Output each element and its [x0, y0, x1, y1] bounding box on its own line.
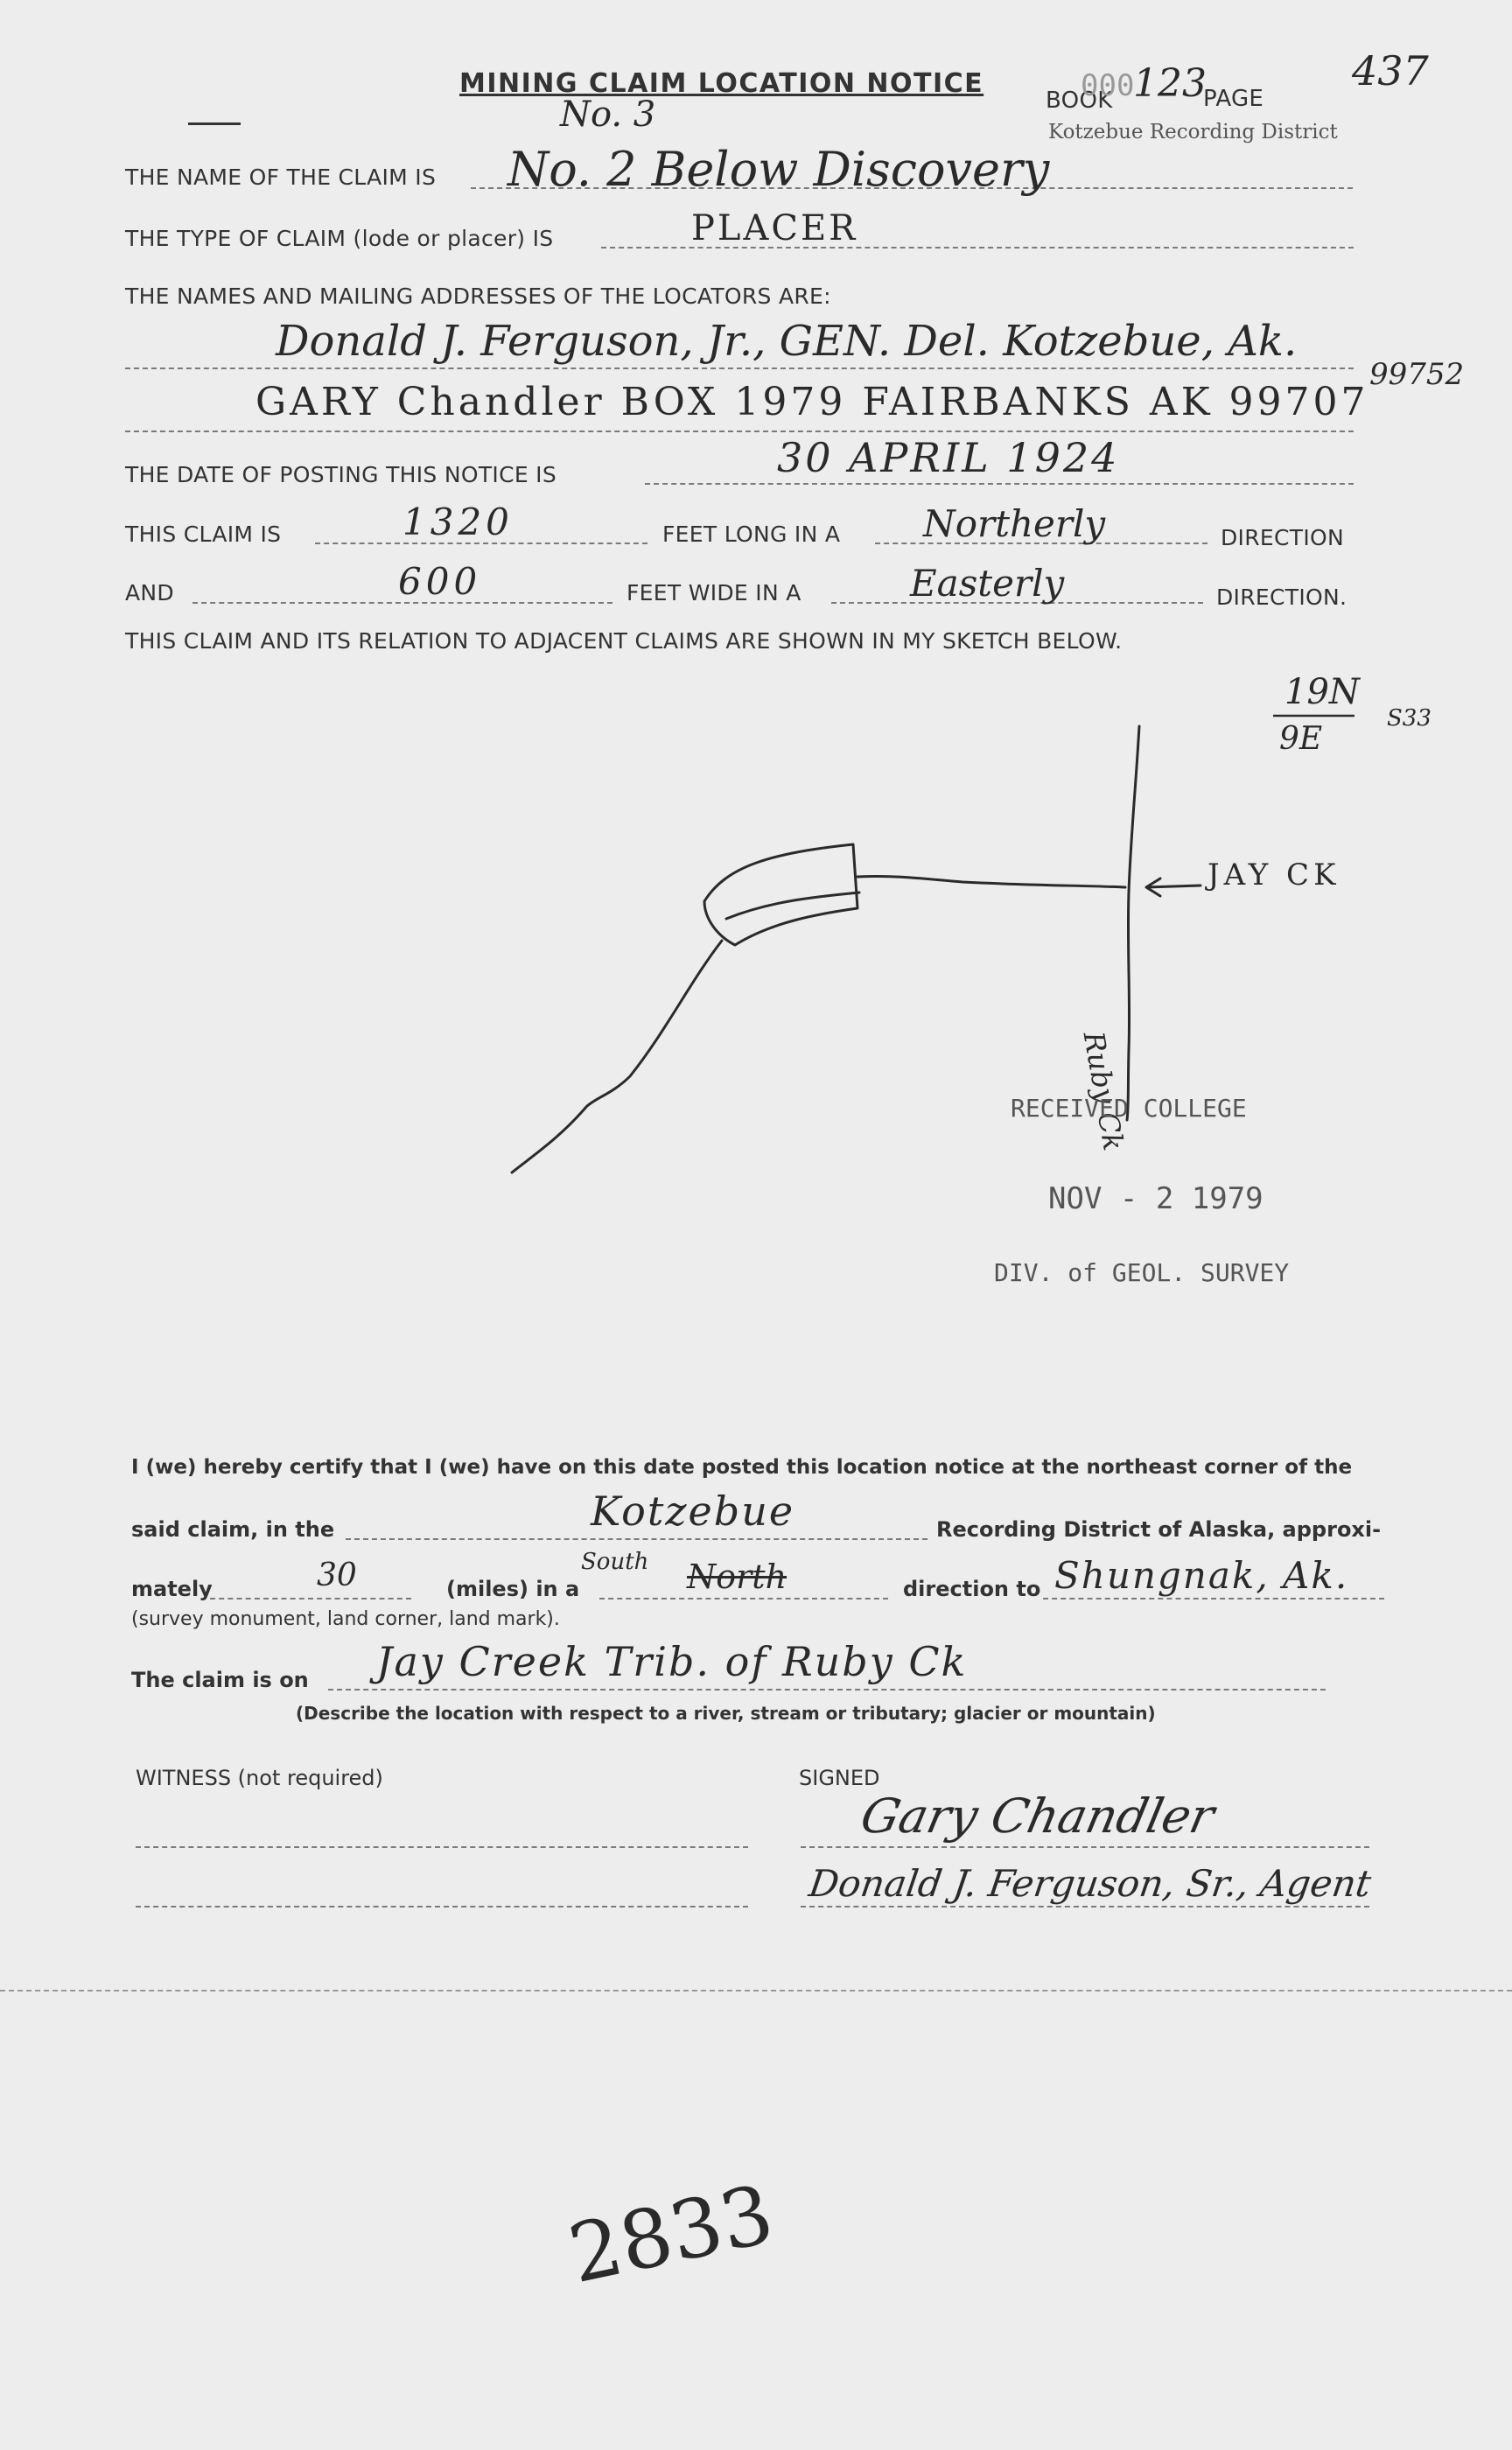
- landmark-hint: (survey monument, land corner, land mark).: [131, 1608, 560, 1630]
- direction-inserted: South: [581, 1549, 649, 1575]
- mately-label: mately: [131, 1577, 213, 1601]
- ruby-creek-label: Ruby Ck: [1076, 1029, 1130, 1153]
- claim-on-value: Jay Creek Trib. of Ruby Ck: [376, 1638, 968, 1685]
- signature-2: Donald J. Ferguson, Sr., Agent: [806, 1862, 1375, 1905]
- page-value: 437: [1352, 47, 1429, 94]
- claim-on-label: The claim is on: [131, 1668, 309, 1692]
- feet-wide-label: FEET WIDE IN A: [626, 580, 802, 606]
- claim-inner-line: [726, 892, 859, 919]
- footer-separator: [0, 1990, 1512, 1992]
- signed-label: SIGNED: [799, 1766, 880, 1790]
- signature-1: Gary Chandler: [856, 1788, 1220, 1844]
- posting-date-value: 30 APRIL 1924: [777, 434, 1120, 481]
- locator-1-zip: 99752: [1369, 357, 1465, 392]
- book-stamp: 000: [1081, 68, 1135, 103]
- claim-type-value: PLACER: [691, 208, 858, 248]
- and-label: AND: [125, 580, 174, 606]
- direction-label: DIRECTION: [1221, 525, 1344, 550]
- township-bottom: 9E: [1279, 721, 1323, 757]
- miles-line: [210, 1598, 411, 1600]
- witness-line-1: [136, 1846, 748, 1848]
- length-direction: Northerly: [923, 502, 1106, 545]
- claim-number-note: No. 3: [560, 94, 656, 135]
- witness-label: WITNESS (not required): [136, 1766, 383, 1790]
- claim-name-value: No. 2 Below Discovery: [508, 142, 1050, 197]
- district-value: Kotzebue: [591, 1488, 795, 1535]
- claim-is-label: THIS CLAIM IS: [125, 522, 282, 547]
- handwritten-number: 2833: [561, 2166, 781, 2302]
- length-value: 1320: [402, 500, 514, 543]
- signature-line-2: [801, 1906, 1369, 1908]
- claim-name-label: THE NAME OF THE CLAIM IS: [125, 164, 437, 190]
- received-stamp-line-1: RECEIVED COLLEGE: [1011, 1094, 1247, 1123]
- landmark-value: Shungnak, Ak.: [1054, 1554, 1349, 1597]
- feet-long-label: FEET LONG IN A: [662, 522, 841, 547]
- book-label: BOOK: [1046, 88, 1113, 114]
- direction-label-2: DIRECTION.: [1216, 584, 1348, 610]
- posting-date-label: THE DATE OF POSTING THIS NOTICE IS: [125, 462, 557, 487]
- document-title: MINING CLAIM LOCATION NOTICE: [459, 68, 984, 99]
- width-direction: Easterly: [910, 562, 1065, 605]
- direction-to-label: direction to: [903, 1577, 1041, 1601]
- sketch-caption: THIS CLAIM AND ITS RELATION TO ADJACENT CLAIMS ARE SHOWN IN MY SKETCH BELOW.: [125, 628, 1123, 654]
- lower-stream: [512, 941, 722, 1172]
- locator-1: Donald J. Ferguson, Jr., GEN. Del. Kotzebue, Ak.: [276, 317, 1298, 366]
- jay-creek-line: [858, 877, 1125, 887]
- recording-district-label: Recording District of Alaska, approxi-: [936, 1517, 1382, 1542]
- certification-text: I (we) hereby certify that I (we) have on this date posted this location notice at the northeast corner of the: [131, 1456, 1353, 1479]
- township-top: 19N: [1284, 672, 1360, 712]
- page-label: PAGE: [1203, 86, 1264, 112]
- book-value: 123: [1133, 61, 1207, 106]
- received-stamp-line-3: DIV. of GEOL. SURVEY: [994, 1258, 1290, 1287]
- recording-district-note: Kotzebue Recording District: [1048, 121, 1338, 144]
- section-note: S33: [1387, 705, 1432, 732]
- jay-creek-label: JAY CK: [1208, 858, 1340, 892]
- landmark-line: [1043, 1598, 1384, 1600]
- direction-struck: North: [687, 1558, 788, 1596]
- miles-value: 30: [317, 1558, 357, 1593]
- received-stamp-date: NOV - 2 1979: [1048, 1181, 1264, 1216]
- witness-line-2: [136, 1906, 748, 1908]
- locators-label: THE NAMES AND MAILING ADDRESSES OF THE LOCATORS ARE:: [125, 284, 831, 309]
- miles-label: (miles) in a: [446, 1577, 580, 1601]
- ruby-creek-line: [1127, 726, 1139, 1120]
- district-line: [346, 1538, 928, 1540]
- said-claim-label: said claim, in the: [131, 1517, 335, 1542]
- width-value: 600: [398, 560, 482, 603]
- claim-on-hint: (Describe the location with respect to a river, stream or tributary; glacier or mountain): [296, 1703, 1156, 1724]
- locator-2: GARY Chandler BOX 1979 FAIRBANKS AK 99707: [256, 380, 1369, 424]
- claim-type-label: THE TYPE OF CLAIM (lode or placer) IS: [125, 226, 554, 251]
- signature-line-1: [801, 1846, 1369, 1848]
- jay-creek-arrow: [1146, 878, 1200, 896]
- claim-on-line: [328, 1689, 1326, 1690]
- direction-line: [599, 1598, 888, 1600]
